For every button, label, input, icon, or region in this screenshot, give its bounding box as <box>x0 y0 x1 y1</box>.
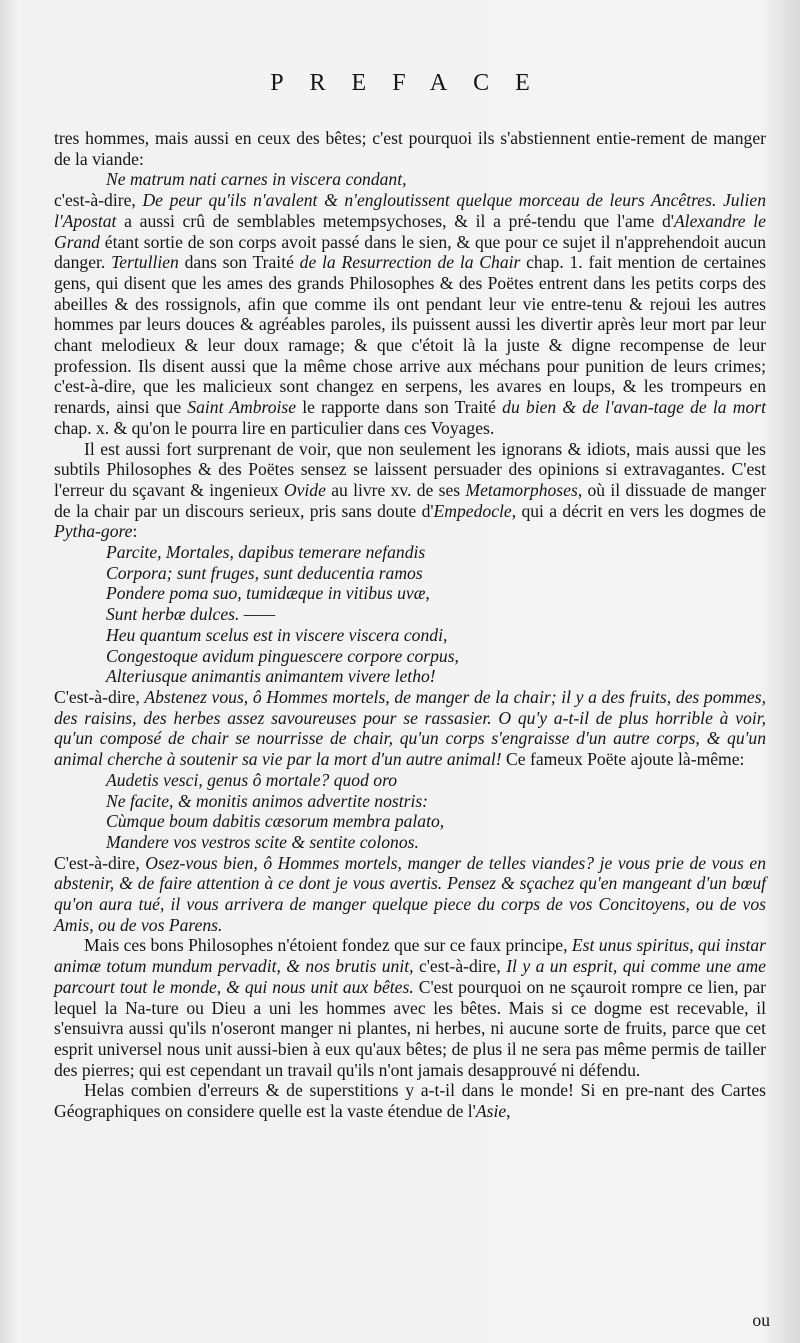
verse-line: Heu quantum scelus est in viscere viscera condi, <box>106 624 448 645</box>
paragraph <box>54 439 766 543</box>
running-head: PREFACE <box>270 70 556 96</box>
text-run: étant sortie de son corps avoit passé dans le sien, & que pour ce sujet il n'apprehendoit aucun danger. <box>54 231 766 273</box>
text-run: Ce fameux Poëte ajoute là-même: <box>501 749 745 770</box>
verse-line: Pondere poma suo, tumidæque in vitibus uvæ, <box>106 583 430 604</box>
verse-line: Ne facite, & monitis animos advertite nostris: <box>106 790 429 811</box>
verse-line: Ne matrum nati carnes in viscera condant, <box>106 169 407 190</box>
text-run: dans son Traité <box>178 252 300 273</box>
italic-run: Pytha-gore <box>54 521 133 542</box>
text-run: : <box>132 521 138 542</box>
verse-block <box>54 542 766 687</box>
italic-run: du bien & de l'avan-tage de la mort <box>502 397 766 418</box>
verse-line: Parcite, Mortales, dapibus temerare nefandis <box>106 542 426 563</box>
verse-line: Cùmque boum dabitis cæsorum membra palato, <box>106 811 445 832</box>
text-run: C'est pourquoi on ne sçauroit rompre ce lien, par lequel la Na-ture ou Dieu a uni les hommes avec les bêtes. Mais si ce dogme est recevable, il s'ensuivra aussi qu'ils n'oseront manger ni plantes, ni herbes, ni aucune sorte de fruits, parce que cet esprit universel nous unit aussi-bien à eux qu'aux bêtes; de plus il ne sera pas même permis de tailler des pierres; qui est cependant un travail qu'ils n'ont jamais desapprouvé ni défendu. <box>54 976 767 1080</box>
verse-line: Corpora; sunt fruges, sunt deducentia ramos <box>106 562 423 583</box>
paragraph <box>54 190 766 438</box>
italic-run: Alexandre le Grand <box>54 210 766 252</box>
italic-run: Est unus spiritus, qui instar animæ totum mundum pervadit, & nos brutis unit, <box>54 935 766 977</box>
paragraph <box>54 128 766 169</box>
italic-run: Saint Ambroise <box>187 397 297 418</box>
italic-run: de la Resurrection de la Chair <box>299 252 521 273</box>
italic-run: Empedocle <box>433 500 512 521</box>
text-run: C'est-à-dire, <box>54 852 146 873</box>
paragraph <box>54 935 766 1080</box>
text-run: C'est-à-dire, <box>54 686 145 707</box>
italic-run: De peur qu'ils n'avalent & n'engloutissent quelque morceau de leurs Ancêtres. <box>142 190 717 211</box>
text-run: chap. x. & qu'on le pourra lire en particulier dans ces Voyages. <box>54 417 495 438</box>
paragraph <box>54 853 766 936</box>
italic-run: Metamorphoses <box>465 479 578 500</box>
text-run: Mais ces bons Philosophes n'étoient fondez que sur ce faux principe, <box>84 935 572 956</box>
text-run: c'est-à-dire, <box>413 956 507 977</box>
italic-run: Ovide <box>283 479 326 500</box>
paragraph <box>54 1080 766 1121</box>
italic-run: Abstenez vous, ô Hommes mortels, de manger de la chair; il y a des fruits, des pommes, des raisins, des herbes assez savoureuses pour se rassasier. O qu'y a-t-il de plus horrible à voir, qu'un composé de chair se nourrisse de chair, qu'un corps s'engraisse d'un autre corps, & qu'un animal cherche à soutenir sa vie par la mort d'un autre animal! <box>54 686 766 770</box>
text-run: a aussi crû de semblables metempsychoses, & il a pré-tendu que l'ame d' <box>116 210 674 231</box>
italic-run: Tertullien <box>111 252 179 273</box>
verse-line: Alteriusque animantis animantem vivere letho! <box>106 666 436 687</box>
verse-block <box>54 169 766 190</box>
verse-line: Mandere vos vestros scite & sentite colonos. <box>106 831 419 852</box>
verse-line: Congestoque avidum pinguescere corpore corpus, <box>106 645 459 666</box>
text-run: tres hommes, mais aussi en ceux des bêtes; c'est pourquoi ils s'abstiennent entie-rement de manger de la viande: <box>54 128 766 169</box>
body-text <box>54 128 766 1122</box>
italic-run: Il y a un esprit, qui comme une ame parcourt tout le monde, & qui nous unit aux bêtes. <box>54 956 766 997</box>
verse-block <box>54 770 766 853</box>
text-run: Helas combien d'erreurs & de superstitions y a-t-il dans le monde! Si en pre-nant des Cartes Géographiques on considere quelle est la vaste étendue de l' <box>54 1080 766 1122</box>
text-run: , <box>506 1101 511 1122</box>
italic-run: Asie <box>475 1101 507 1122</box>
verse-line: Sunt herbæ dulces. —— <box>106 604 276 625</box>
text-run: , où il dissuade de manger de la chair par un discours serieux, pris sans doute d' <box>54 479 766 521</box>
text-run: , qui a décrit en vers les dogmes de <box>511 500 766 521</box>
text-run: le rapporte dans son Traité <box>296 397 503 418</box>
text-run: c'est-à-dire, <box>54 190 143 211</box>
text-run <box>716 190 723 210</box>
text-run: au livre xv. de ses <box>325 479 466 500</box>
italic-run: Osez-vous bien, ô Hommes mortels, manger de telles viandes? je vous prie de vous en abstenir, & de faire attention à ce dont je vous avertis. Pensez & sçachez qu'en mangeant d'un bœuf qu'on aura tué, il vous arrivera de manger quelque piece du corps de vos Concitoyens, ou de vos Amis, ou de vos Parens. <box>54 852 766 935</box>
verse-line: Audetis vesci, genus ô mortale? quod oro <box>106 769 398 790</box>
text-run: chap. 1. fait mention de certaines gens, qui disent que les ames des grands Philosophes & des Poëtes entrent dans les petits corps des abeilles & des rossignols, afin que comme ils ont pendant leur vie entre-tenu & rejoui les autres hommes par leurs douces & agréables paroles, ils puissent aussi les divertir après leur mort par leur chant melodieux & leur doux ramage; & que c'étoit là la juste & digne recompense de leur profession. Ils disent aussi que la même chose arrive aux méchans pour punition de leurs crimes; c'est-à-dire, que les malicieux sont changez en serpens, les avares en loups, & les trompeurs en renards, ainsi que <box>54 252 766 418</box>
text-run: Il est aussi fort surprenant de voir, que non seulement les ignorans & idiots, mais aussi que les subtils Philosophes & des Poëtes sensez se laissent persuader des opinions si extravagantes. C'est l'erreur du sçavant & ingenieux <box>54 438 766 500</box>
catchword: ou <box>752 1310 770 1330</box>
italic-run: Julien l'Apostat <box>54 190 766 231</box>
paragraph <box>54 687 766 770</box>
